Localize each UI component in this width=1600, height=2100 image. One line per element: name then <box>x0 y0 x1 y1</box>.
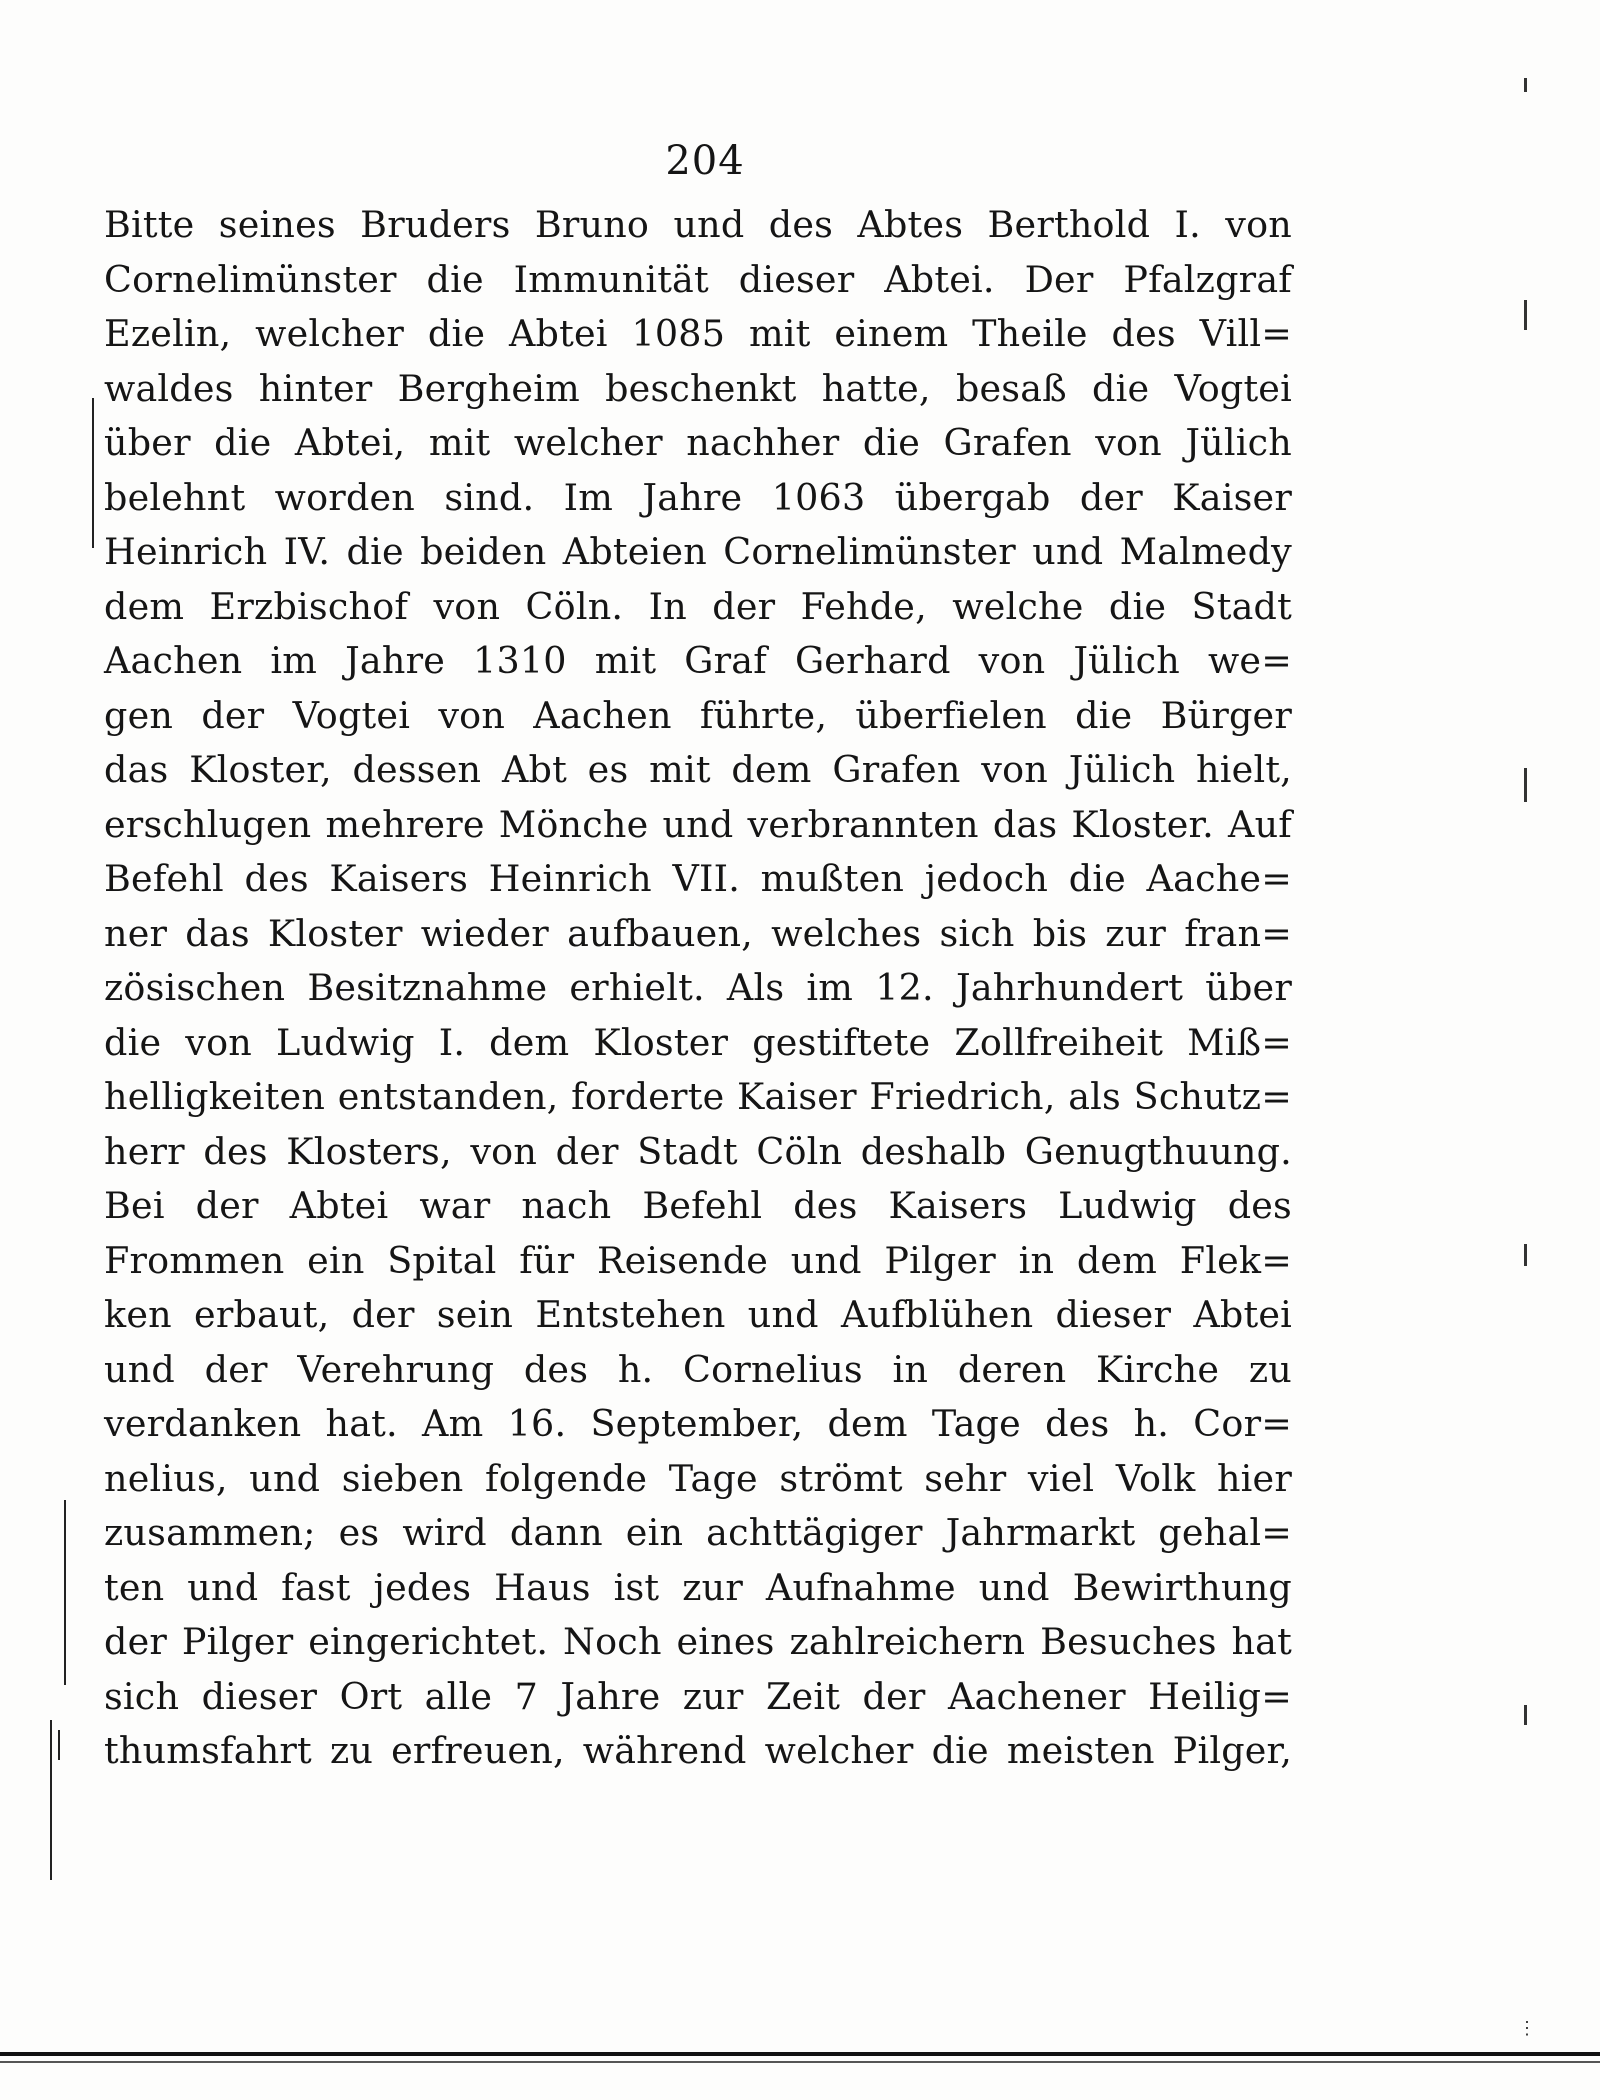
text-line: Frommen ein Spital für Reisende und Pilger in dem Flek= <box>104 1238 1292 1282</box>
text-line: herr des Klosters, von der Stadt Cöln deshalb Genugthuung. <box>104 1129 1292 1173</box>
text-line: Bei der Abtei war nach Befehl des Kaisers Ludwig des <box>104 1184 1292 1227</box>
text-line: gen der Vogtei von Aachen führte, überfielen die Bürger <box>104 693 1292 737</box>
text-line: verdanken hat. Am 16. September, dem Tage des h. Cor= <box>104 1402 1292 1445</box>
text-line: waldes hinter Bergheim beschenkt hatte, besaß die Vogtei <box>104 366 1292 410</box>
text-line: Bitte seines Bruders Bruno und des Abtes Berthold I. von <box>104 203 1292 246</box>
text-line: über die Abtei, mit welcher nachher die Grafen von Jülich <box>104 421 1292 464</box>
text-line: Cornelimünster die Immunität dieser Abtei. Der Pfalzgraf <box>104 257 1292 301</box>
text-line: das Kloster, dessen Abt es mit dem Grafen von Jülich hielt, <box>104 748 1292 791</box>
edge-mark <box>1524 768 1527 802</box>
margin-mark <box>58 1730 60 1760</box>
margin-mark <box>50 1720 52 1880</box>
edge-mark <box>1524 300 1527 330</box>
text-line: Heinrich IV. die beiden Abteien Cornelimünster und Malmedy <box>104 530 1292 573</box>
text-line: und der Verehrung des h. Cornelius in deren Kirche zu <box>104 1347 1292 1391</box>
text-line: ken erbaut, der sein Entstehen und Aufblühen dieser Abtei <box>104 1293 1292 1336</box>
text-line: der Pilger eingerichtet. Noch eines zahlreichern Besuches hat <box>104 1620 1292 1663</box>
text-line: dem Erzbischof von Cöln. In der Fehde, welche die Stadt <box>104 584 1292 628</box>
text-line: sich dieser Ort alle 7 Jahre zur Zeit der Aachener Heilig= <box>104 1674 1292 1718</box>
text-line: Ezelin, welcher die Abtei 1085 mit einem Theile des Vill= <box>104 312 1292 355</box>
bottom-rule <box>0 2052 1600 2056</box>
text-line: zösischen Besitznahme erhielt. Als im 12. Jahrhundert über <box>104 966 1292 1009</box>
text-line: Befehl des Kaisers Heinrich VII. mußten jedoch die Aache= <box>104 857 1292 900</box>
scan-speck: ⋮ <box>1518 2018 1536 2039</box>
edge-mark <box>1524 78 1527 92</box>
edge-mark <box>1524 1705 1527 1725</box>
text-line: thumsfahrt zu erfreuen, während welcher die meisten Pilger, <box>104 1729 1292 1772</box>
text-line: helligkeiten entstanden, forderte Kaiser Friedrich, als Schutz= <box>104 1075 1292 1118</box>
edge-mark <box>1524 1244 1527 1266</box>
text-line: die von Ludwig I. dem Kloster gestiftete Zollfreiheit Miß= <box>104 1020 1292 1064</box>
text-line: nelius, und sieben folgende Tage strömt sehr viel Volk hier <box>104 1456 1292 1500</box>
margin-mark <box>92 398 94 548</box>
text-line: Aachen im Jahre 1310 mit Graf Gerhard von Jülich we= <box>104 639 1292 682</box>
bottom-rule <box>0 2061 1600 2063</box>
body-text <box>104 198 1292 1779</box>
margin-mark <box>64 1500 66 1685</box>
text-line: belehnt worden sind. Im Jahre 1063 übergab der Kaiser <box>104 475 1292 519</box>
text-line: zusammen; es wird dann ein achttägiger Jahrmarkt gehal= <box>104 1511 1292 1554</box>
text-line: erschlugen mehrere Mönche und verbrannten das Kloster. Auf <box>104 802 1292 846</box>
page-number: 204 <box>665 138 745 184</box>
text-line: ten und fast jedes Haus ist zur Aufnahme und Bewirthung <box>104 1565 1292 1609</box>
text-line: ner das Kloster wieder aufbauen, welches sich bis zur fran= <box>104 911 1292 955</box>
